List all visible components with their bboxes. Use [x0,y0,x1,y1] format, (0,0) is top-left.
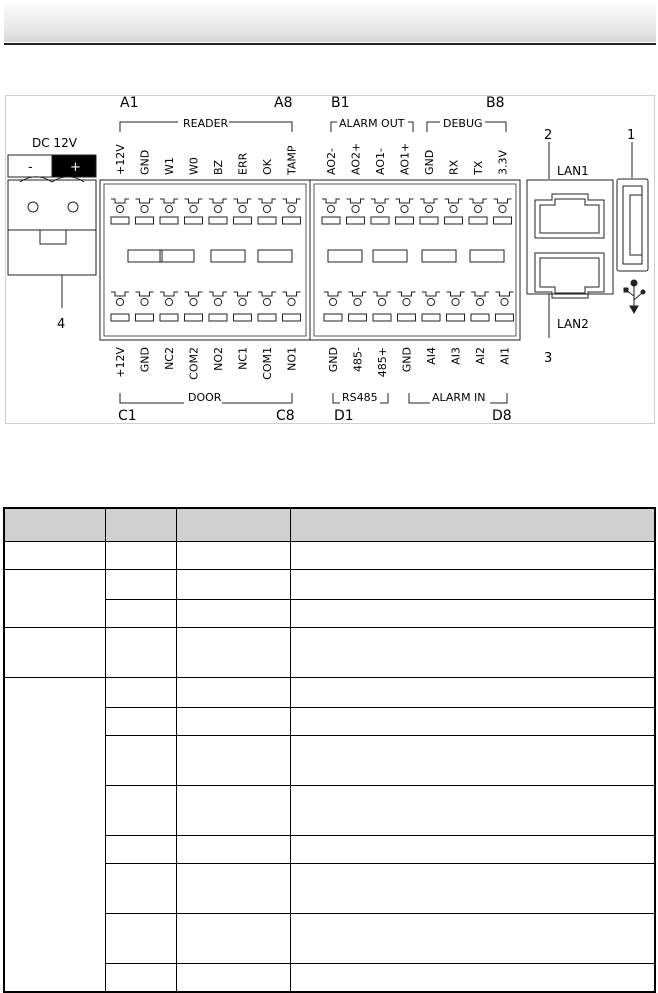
terminal-screw-hole [474,205,481,212]
terminal-tab [136,217,154,224]
terminal-screw-hole [239,205,246,212]
table-cell [290,786,655,836]
terminal-notch [373,292,391,296]
terminal-notch [322,199,340,203]
terminal-notch [234,292,252,296]
callout-2: 2 [544,128,553,143]
lan1-label: LAN1 [557,164,589,178]
terminal-tab [447,314,465,321]
terminal-notch [371,199,389,203]
table-cell [176,864,290,914]
group-b-start: B1 [331,95,350,111]
callout-1: 1 [627,128,636,143]
terminal-screw-hole [499,205,506,212]
terminal-notch [160,199,178,203]
table-cell [290,708,655,736]
terminal-separator [373,250,407,262]
pin-label: AI2 [474,347,487,365]
terminal-separator [160,250,194,262]
terminal-screw-hole [476,298,483,305]
terminal-notch [234,199,252,203]
table-cell [176,914,290,964]
table-cell [290,964,655,992]
group-b-end: B8 [486,95,505,111]
terminal-tab [283,217,301,224]
table-cell [4,628,105,678]
table-cell [176,600,290,628]
terminal-notch [494,199,512,203]
terminal-separator [422,250,456,262]
table-cell [4,678,105,992]
group-c-title: DOOR [188,391,222,404]
terminal-screw-hole [116,298,123,305]
terminal-tab [111,217,129,224]
table-cell [176,736,290,786]
terminal-tab [324,314,342,321]
table-cell [105,570,176,600]
terminal-tab [258,314,276,321]
table-cell [4,570,105,628]
pin-label: NO2 [212,347,225,371]
terminal-screw-hole [354,298,361,305]
terminal-tab [371,217,389,224]
group-c-start: C1 [118,408,137,424]
pin-label: GND [138,149,152,175]
terminal-notch [111,199,129,203]
table-cell [290,836,655,864]
pin-label: COM1 [261,347,274,380]
terminal-screw-hole [427,298,434,305]
terminal-screw-hole [288,205,295,212]
terminal-tab [322,217,340,224]
terminal-notch [445,199,463,203]
pin-label: AI4 [425,347,438,365]
terminal-notch [136,199,154,203]
pin-description-table [3,507,656,993]
terminal-screw-hole [165,298,172,305]
table-cell [290,600,655,628]
terminal-screw-hole [288,298,295,305]
pin-label: NC1 [236,347,250,370]
group-c-end: C8 [276,408,295,424]
terminal-notch [496,292,514,296]
pin-label: W0 [187,157,201,175]
terminal-screw-hole [403,298,410,305]
pin-label: AI1 [498,347,512,365]
group-a-title: READER [183,117,229,130]
terminal-notch [469,199,487,203]
terminal-block-left-inner [104,184,306,336]
terminal-screw-hole [263,205,270,212]
pin-label: GND [423,149,436,175]
terminal-tab [496,314,514,321]
table-cell [105,914,176,964]
dc-power-label: DC 12V [32,136,77,150]
table-cell [4,542,105,570]
terminal-notch [396,199,414,203]
group-b-title-right: DEBUG [443,117,483,130]
terminal-notch [349,292,367,296]
table-cell [290,628,655,678]
table-cell [290,914,655,964]
terminal-notch [160,292,178,296]
terminal-screw-hole [352,205,359,212]
dc-plus-sign: + [70,160,81,175]
pin-label: 3.3V [496,149,510,175]
table-row [4,570,655,600]
terminal-screw-hole [501,298,508,305]
table-row [4,678,655,708]
table-cell [105,708,176,736]
terminal-screw-hole [214,205,221,212]
pin-label: 485- [351,347,365,372]
pin-label: COM2 [187,347,201,380]
table-header-cell [4,508,105,542]
group-a-end: A8 [274,95,293,111]
pin-label: NC2 [163,347,176,370]
pin-label: GND [138,347,152,373]
table-cell [105,678,176,708]
pin-label: BZ [212,159,225,175]
terminal-screw-hole [190,298,197,305]
table-cell [176,836,290,864]
terminal-notch [471,292,489,296]
lan2-port [535,253,604,298]
table-header-cell [176,508,290,542]
table-cell [105,964,176,992]
terminal-tab [373,314,391,321]
pin-label: RX [447,159,461,175]
pin-label: ERR [236,152,250,175]
terminal-notch [420,199,438,203]
terminal-separator [128,250,162,262]
pin-label: +12V [114,144,127,175]
terminal-separator [328,250,362,262]
table-cell [105,864,176,914]
table-header-cell [290,508,655,542]
pin-label: TAMP [285,145,299,175]
terminal-screw-hole [401,205,408,212]
pin-label: AO1- [374,148,387,175]
terminal-tab [209,314,227,321]
usb-icon [624,280,645,313]
terminal-tab [185,217,203,224]
terminal-notch [324,292,342,296]
group-a-start: A1 [120,95,139,111]
terminal-notch [398,292,416,296]
terminal-screw-hole [450,205,457,212]
terminal-screw-hole [378,298,385,305]
terminal-notch [258,199,276,203]
terminal-screw-hole [190,205,197,212]
table-cell [290,570,655,600]
pin-label: AI3 [449,347,463,365]
group-b-title-left: ALARM OUT [339,117,405,130]
terminal-screw-hole [425,205,432,212]
terminal-notch [209,199,227,203]
table-row [4,542,655,570]
pin-label: GND [400,347,414,373]
terminal-tab [234,314,252,321]
pin-label: AO2+ [349,142,363,175]
table-row [4,628,655,678]
terminal-tab [398,314,416,321]
group-d-title-right: ALARM IN [432,391,486,404]
terminal-tab [471,314,489,321]
terminal-tab [234,217,252,224]
pin-label: OK [261,159,274,175]
table-cell [176,542,290,570]
terminal-separator [258,250,292,262]
terminal-notch [185,292,203,296]
table-cell [105,836,176,864]
terminal-notch [347,199,365,203]
table-cell [105,600,176,628]
wiring-diagram [0,0,658,440]
terminal-screw-hole [239,298,246,305]
terminal-tab [185,314,203,321]
terminal-screw-hole [329,298,336,305]
terminal-tab [258,217,276,224]
terminal-separator [470,250,504,262]
terminal-screw-hole [452,298,459,305]
table-cell [290,678,655,708]
terminal-notch [447,292,465,296]
pin-label: 485+ [376,347,389,378]
terminal-tab [347,217,365,224]
terminal-screw-hole [263,298,270,305]
table-cell [176,786,290,836]
pin-label: TX [472,160,485,175]
table-cell [105,628,176,678]
terminal-tab [283,314,301,321]
lan2-label: LAN2 [557,317,589,331]
pin-label: NO1 [285,347,299,371]
table-cell [290,542,655,570]
terminal-tab [209,217,227,224]
table-cell [105,786,176,836]
terminal-tab [469,217,487,224]
pin-label: W1 [163,157,176,175]
terminal-tab [420,217,438,224]
usb-port [617,179,648,271]
terminal-tab [111,314,129,321]
pin-terminals [111,143,514,380]
terminal-tab [445,217,463,224]
table-cell [176,708,290,736]
terminal-tab [136,314,154,321]
terminal-screw-hole [327,205,334,212]
terminal-tab [422,314,440,321]
terminal-block-right-inner [314,184,516,336]
table-cell [176,570,290,600]
terminal-notch [111,292,129,296]
table-cell [105,542,176,570]
table-header-row [4,508,655,542]
dc-minus-sign: - [28,160,33,175]
table-cell [290,864,655,914]
table-cell [105,736,176,786]
terminal-screw-hole [141,205,148,212]
terminal-notch [422,292,440,296]
table-cell [176,628,290,678]
callout-4: 4 [57,317,66,332]
terminal-tab [160,217,178,224]
table-cell [176,964,290,992]
pin-label: GND [327,347,340,373]
terminal-screw-hole [165,205,172,212]
terminal-screw-hole [214,298,221,305]
group-d-start: D1 [334,408,354,424]
terminal-separator [211,250,245,262]
terminal-screw-hole [141,298,148,305]
terminal-tab [349,314,367,321]
terminal-tab [160,314,178,321]
terminal-tab [494,217,512,224]
lan1-port [535,194,604,238]
table-cell [176,678,290,708]
terminal-tab [396,217,414,224]
terminal-notch [258,292,276,296]
terminal-notch [185,199,203,203]
group-d-end: D8 [492,408,512,424]
table-header-cell [105,508,176,542]
terminal-screw-hole [376,205,383,212]
dc-power-connector [8,177,96,275]
group-d-title-left: RS485 [342,391,378,404]
terminal-notch [209,292,227,296]
table-cell [290,736,655,786]
terminal-notch [283,292,301,296]
callout-3: 3 [544,351,553,366]
terminal-screw-hole [116,205,123,212]
pin-label: +12V [114,347,127,378]
terminal-notch [283,199,301,203]
terminal-block-left [100,180,310,340]
pin-label: AO2- [325,148,338,175]
pin-label: AO1+ [398,142,412,175]
terminal-notch [136,292,154,296]
